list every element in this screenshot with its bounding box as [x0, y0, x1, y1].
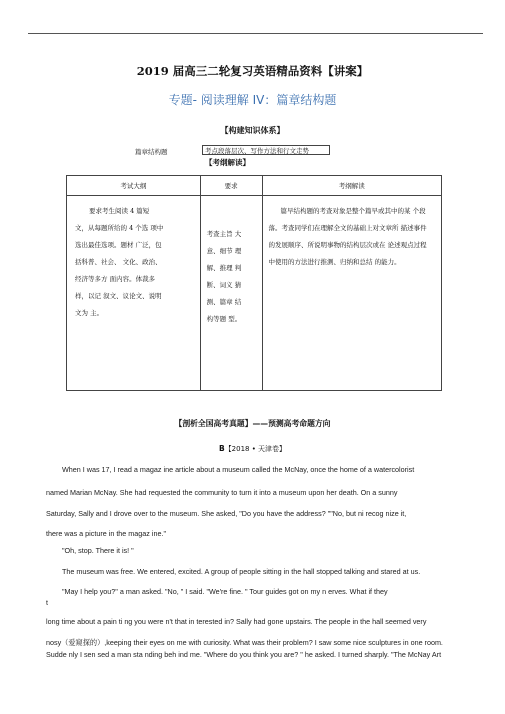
passage-line: "May I help you?" a man asked. "No, " I said. "We're fine. " Tour guides got on my n erves. What if they — [62, 587, 388, 596]
interpretation-line: 落。考查同学们在理解全文的基础上对文章所 描述事件 — [268, 224, 427, 232]
passage-source — [0, 444, 505, 454]
interpretation-line: 篇早结构题的考查对象是整个篇早或其中的某 个段 — [280, 207, 426, 215]
syllabus-body-row — [67, 196, 442, 391]
syllabus-cell-interpretation — [262, 196, 442, 391]
passage-line: Saturday, Sally and I drove over to the museum. She asked, "Do you have the address? ""No, but ni recog nize it, — [46, 509, 407, 518]
outline-line: 样，以记 叙文、议论文、说明 — [75, 292, 162, 300]
header-rule — [28, 33, 483, 34]
syllabus-header-row — [67, 176, 442, 196]
passage-line: The museum was free. We entered, excited. A group of people sitting in the hall stopped talking and stared at us. — [62, 567, 421, 576]
outline-line: 括科普、社会、 文化、政治、 — [75, 258, 162, 266]
source-text: 【2018 • 天津卷】 — [224, 445, 287, 453]
outline-line: 要求考生阅读 4 篇短 — [89, 207, 150, 215]
passage-line: When I was 17, I read a magaz ine article about a museum called the McNay, once the home of a watercolorist — [62, 465, 415, 474]
col-header-requirement: 要求 — [200, 176, 262, 196]
outline-line: 选出最佳选项。题材 广泛，包 — [75, 241, 162, 249]
passage-line: Sudde nly I sen sed a man sta nding beh ind me. "Where do you think you are? " he asked. I turned sharply. "The McNay Art — [46, 650, 442, 659]
interpretation-line: 中使用的方法进行推测、归纳和总结 的能力。 — [268, 258, 401, 266]
outline-line: 经济等多方 面内容。体裁多 — [75, 275, 156, 283]
syllabus-cell-outline — [67, 196, 201, 391]
passage-line: long time about a pain ti ng you were n't that in terested in? Sally had gone upstairs. The people in the hall seemed very — [46, 617, 427, 626]
knowledge-label: 篇章结构题 — [135, 148, 168, 156]
col-header-interpretation: 考纲解读 — [262, 176, 442, 196]
syllabus-table — [66, 175, 442, 391]
syllabus-cell-requirement — [200, 196, 262, 391]
syllabus-heading: 【考纲解读】 — [205, 158, 250, 167]
outline-line: 文为 主。 — [75, 309, 104, 317]
passage-line: there was a picture in the magaz ine." — [46, 529, 167, 538]
requirement-line: 解、推理 判 — [206, 264, 242, 272]
requirement-line: 断、词义 猜 — [206, 281, 242, 289]
passage-line: named Marian McNay. She had requested the community to turn it into a museum upon her death. On a sunny — [46, 488, 398, 497]
knowledge-heading: 【构建知识体系】 — [220, 126, 285, 135]
passage-line: nosy（爱窥探的）,keeping their eyes on me with curiosity. What was their problem? I saw some nice sculptures in one room. — [46, 638, 443, 647]
passage-line: "Oh, stop. There it is! " — [62, 546, 134, 555]
interpretation-line: 的发展顺序、所说明事物的结构层次或在 论述观点过程 — [268, 241, 427, 249]
source-letter: B — [218, 444, 225, 453]
page-subtitle: 专题- 阅读理解 IV：篇章结构题 — [168, 93, 337, 107]
requirement-line: 意、细节 理 — [206, 247, 242, 255]
col-header-outline: 考试大纲 — [67, 176, 201, 196]
requirement-line: 构等题 型。 — [206, 315, 242, 323]
outline-line: 文，从每题所给的 4 个选 项中 — [75, 224, 164, 232]
requirement-line: 测、篇章 结 — [206, 298, 242, 306]
knowledge-box: 考点段落层次、写作方法和行文走势 — [202, 145, 330, 155]
passage-line: t — [46, 598, 48, 607]
page-title: 2019 届高三二轮复习英语精品资料【讲案】 — [136, 64, 369, 78]
analysis-heading: 【剖析全国高考真题】——预测高考命题方向 — [174, 419, 331, 428]
requirement-line: 考查主旨 大 — [206, 230, 242, 238]
